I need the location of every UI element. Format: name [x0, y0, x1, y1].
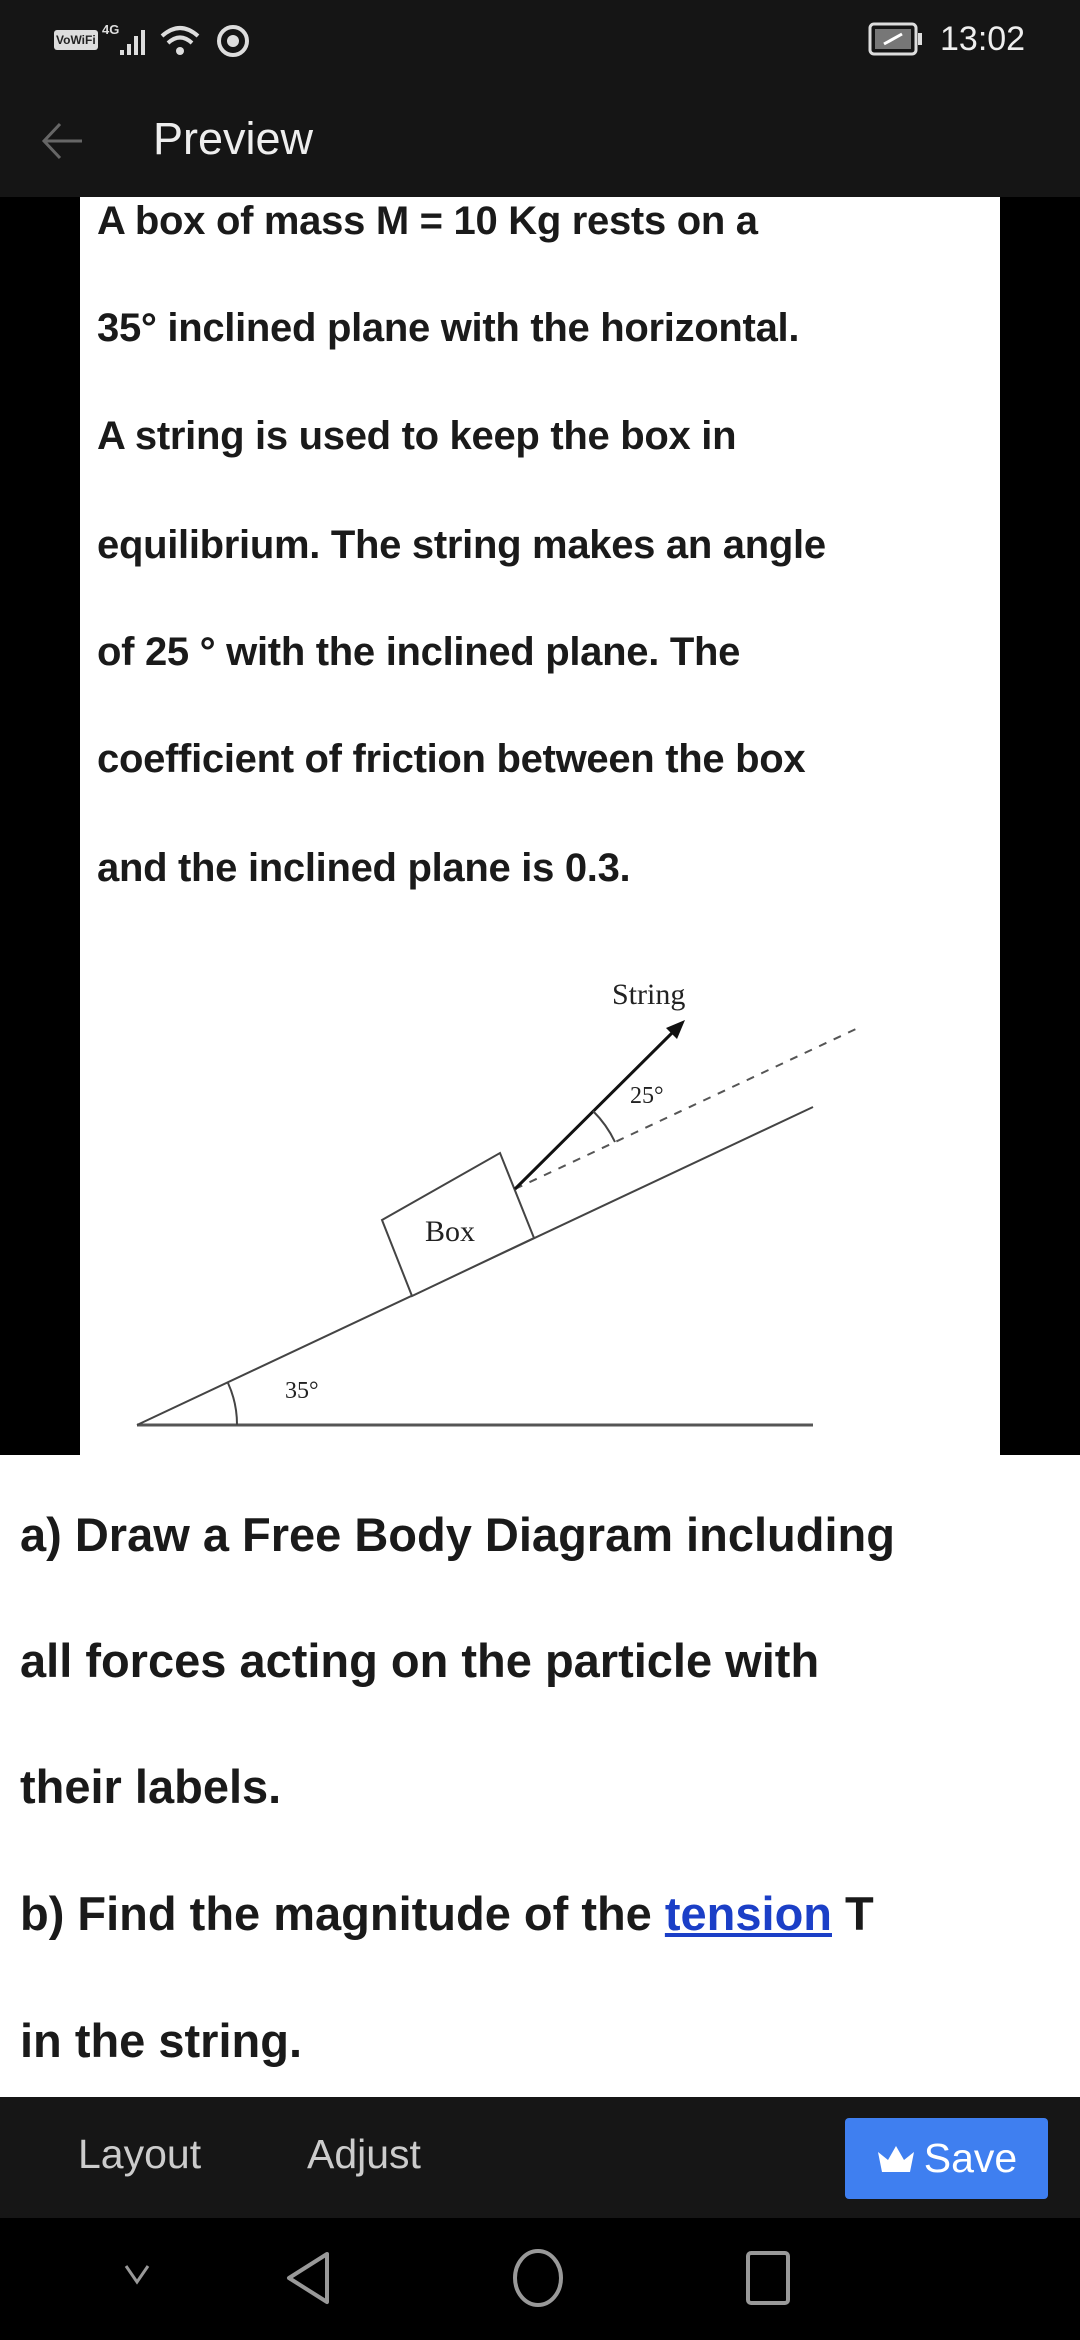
recents-nav-icon[interactable]: [745, 2250, 791, 2306]
network-type: 4G: [102, 22, 120, 37]
box-label: Box: [425, 1215, 476, 1248]
dashed-line: [515, 1028, 858, 1189]
question-parts: [0, 1455, 1080, 2097]
string-label: String: [612, 978, 686, 1011]
angle-arc-35: [228, 1383, 237, 1425]
eye-icon: [214, 24, 252, 58]
question-image: [80, 197, 1000, 1455]
collapse-chevron-icon[interactable]: [122, 2258, 152, 2288]
part-b-prefix: b) Find the magnitude of the: [20, 1887, 665, 1940]
save-label: Save: [923, 2135, 1018, 2181]
system-nav-bar: [0, 2218, 1080, 2340]
question-line: of 25 ° with the inclined plane. The: [97, 630, 741, 674]
save-button[interactable]: [845, 2118, 1048, 2199]
string-angle-label: 25°: [630, 1083, 664, 1109]
vowifi-icon: VoWiFi: [54, 30, 98, 50]
incline-angle-label: 35°: [285, 1378, 319, 1404]
status-bar: [0, 0, 1080, 100]
incline-diagram: [80, 940, 1000, 1455]
page-title: Preview: [153, 113, 314, 164]
back-arrow-icon[interactable]: [40, 118, 86, 164]
tension-link[interactable]: tension: [664, 1887, 832, 1940]
clock: 13:02: [940, 20, 1026, 58]
part-b-line: [20, 1886, 874, 1941]
part-a-line: their labels.: [20, 1760, 282, 1813]
part-a-line: a) Draw a Free Body Diagram including: [20, 1508, 895, 1561]
question-line: 35° inclined plane with the horizontal.: [97, 306, 800, 350]
bottom-toolbar: [0, 2097, 1080, 2218]
question-line: equilibrium. The string makes an angle: [97, 523, 826, 567]
wifi-icon: [158, 22, 204, 58]
adjust-button[interactable]: Adjust: [307, 2131, 421, 2177]
back-nav-icon[interactable]: [283, 2250, 333, 2306]
question-line: and the inclined plane is 0.3.: [97, 846, 631, 890]
battery-icon: [868, 22, 924, 56]
app-header: [0, 100, 1080, 197]
angle-arc-25: [593, 1111, 615, 1142]
home-nav-icon[interactable]: [510, 2248, 566, 2308]
crown-icon: [876, 2144, 916, 2174]
question-line: coefficient of friction between the box: [97, 737, 806, 781]
part-b-line: in the string.: [20, 2014, 302, 2067]
part-b-suffix: T: [832, 1887, 874, 1940]
layout-button[interactable]: Layout: [78, 2131, 202, 2177]
part-a-line: all forces acting on the particle with: [20, 1634, 820, 1687]
question-line: A box of mass M = 10 Kg rests on a: [97, 199, 758, 243]
signal-icon: [118, 28, 150, 56]
question-line: A string is used to keep the box in: [97, 414, 737, 458]
